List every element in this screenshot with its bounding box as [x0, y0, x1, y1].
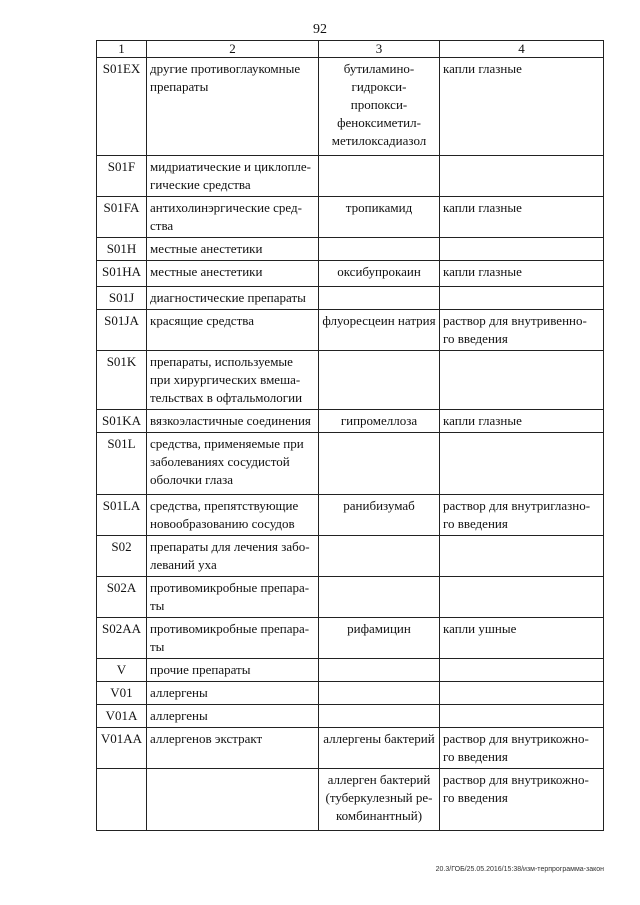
group-name-cell — [147, 197, 319, 238]
dosage-form-cell — [440, 536, 604, 577]
group-name-cell-line: антихолинэргические сред- — [150, 200, 302, 215]
dosage-form-cell — [440, 728, 604, 769]
page-number: 92 — [313, 22, 327, 37]
dosage-form-cell-line: капли ушные — [443, 621, 517, 636]
substance-cell-line: ранибизумаб — [343, 498, 415, 513]
substance-cell — [319, 728, 440, 769]
substance-cell — [319, 156, 440, 197]
header-col-2: 2 — [147, 41, 319, 58]
substance-cell-line: гидрокси- — [351, 79, 407, 94]
atc-code-cell: S01K — [97, 351, 147, 410]
atc-code-cell — [97, 769, 147, 831]
dosage-form-cell-line: го введения — [443, 749, 508, 764]
dosage-form-cell-line: капли глазные — [443, 200, 522, 215]
dosage-form-cell — [440, 410, 604, 433]
header-col-4: 4 — [440, 41, 604, 58]
substance-cell-line: пропокси- — [350, 97, 408, 112]
group-name-cell — [147, 58, 319, 156]
group-name-cell — [147, 618, 319, 659]
substance-cell — [319, 577, 440, 618]
dosage-form-cell — [440, 618, 604, 659]
substance-cell — [319, 261, 440, 287]
group-name-cell — [147, 410, 319, 433]
group-name-cell-line: при хирургических вмеша- — [150, 372, 301, 387]
substance-cell — [319, 310, 440, 351]
atc-code-cell: S02A — [97, 577, 147, 618]
group-name-cell-line: леваний уха — [150, 557, 217, 572]
substance-cell — [319, 197, 440, 238]
group-name-cell — [147, 577, 319, 618]
group-name-cell — [147, 682, 319, 705]
group-name-cell-line: противомикробные препара- — [150, 580, 310, 595]
table-row — [97, 351, 604, 410]
dosage-form-cell — [440, 261, 604, 287]
group-name-cell — [147, 728, 319, 769]
table-row — [97, 728, 604, 769]
group-name-cell — [147, 536, 319, 577]
group-name-cell-line: тельствах в офтальмологии — [150, 390, 303, 405]
table-row — [97, 433, 604, 495]
dosage-form-cell — [440, 705, 604, 728]
dosage-form-cell-line: раствор для внутриглазно- — [443, 498, 591, 513]
group-name-cell — [147, 705, 319, 728]
dosage-form-cell — [440, 577, 604, 618]
atc-code-cell: S01J — [97, 287, 147, 310]
dosage-form-cell — [440, 156, 604, 197]
dosage-form-cell — [440, 495, 604, 536]
table-row — [97, 577, 604, 618]
substance-cell — [319, 433, 440, 495]
group-name-cell — [147, 659, 319, 682]
dosage-form-cell-line: капли глазные — [443, 413, 522, 428]
atc-code-cell: V01A — [97, 705, 147, 728]
group-name-cell-line: ты — [150, 639, 165, 654]
atc-code-cell: V01AA — [97, 728, 147, 769]
drug-table-body — [97, 41, 604, 831]
substance-cell-line: гипромеллоза — [340, 413, 418, 428]
dosage-form-cell — [440, 197, 604, 238]
substance-cell-line: рифамицин — [347, 621, 411, 636]
substance-cell — [319, 682, 440, 705]
group-name-cell-line: заболеваниях сосудистой — [150, 454, 290, 469]
group-name-cell-line: гические средства — [150, 177, 251, 192]
group-name-cell-line: мидриатические и циклопле- — [150, 159, 311, 174]
substance-cell-line: комбинантный) — [335, 808, 423, 823]
substance-cell — [319, 238, 440, 261]
substance-cell — [319, 287, 440, 310]
atc-code-cell: S01KA — [97, 410, 147, 433]
table-row — [97, 197, 604, 238]
group-name-cell-line: ты — [150, 598, 165, 613]
table-row — [97, 238, 604, 261]
dosage-form-cell-line: капли глазные — [443, 61, 522, 76]
substance-cell — [319, 351, 440, 410]
substance-cell — [319, 659, 440, 682]
substance-cell-line: бутиламино- — [343, 61, 415, 76]
dosage-form-cell — [440, 310, 604, 351]
group-name-cell-line: средства, применяемые при — [150, 436, 304, 451]
substance-cell-line: тропикамид — [345, 200, 413, 215]
dosage-form-cell — [440, 682, 604, 705]
table-row — [97, 261, 604, 287]
group-name-cell-line: препараты — [150, 79, 209, 94]
atc-code-cell: S01EX — [97, 58, 147, 156]
dosage-form-cell-line: го введения — [443, 331, 508, 346]
table-row — [97, 156, 604, 197]
atc-code-cell: S01JA — [97, 310, 147, 351]
dosage-form-cell-line: го введения — [443, 516, 508, 531]
group-name-cell-line: аллергены — [150, 685, 208, 700]
group-name-cell-line: другие противоглаукомные — [150, 61, 301, 76]
group-name-cell-line: средства, препятствующие — [150, 498, 299, 513]
group-name-cell-line: местные анестетики — [150, 264, 263, 279]
group-name-cell — [147, 433, 319, 495]
atc-code-cell: S01LA — [97, 495, 147, 536]
atc-code-cell: S01F — [97, 156, 147, 197]
group-name-cell — [147, 769, 319, 831]
atc-code-cell: S01HA — [97, 261, 147, 287]
atc-code-cell: S01L — [97, 433, 147, 495]
table-row — [97, 410, 604, 433]
group-name-cell-line: диагностические препараты — [150, 290, 306, 305]
group-name-cell — [147, 156, 319, 197]
dosage-form-cell-line: раствор для внутрикожно- — [443, 731, 589, 746]
substance-cell — [319, 410, 440, 433]
table-row — [97, 287, 604, 310]
group-name-cell-line: препараты, используемые — [150, 354, 293, 369]
dosage-form-cell — [440, 433, 604, 495]
group-name-cell-line: оболочки глаза — [150, 472, 233, 487]
group-name-cell — [147, 310, 319, 351]
table-row — [97, 769, 604, 831]
substance-cell-line: феноксиметил- — [337, 115, 421, 130]
group-name-cell-line: аллергенов экстракт — [150, 731, 263, 746]
atc-code-cell: S02 — [97, 536, 147, 577]
table-row — [97, 682, 604, 705]
document-footer: 20.3/ГОБ/25.05.2016/15:38/изм-терпрограмма-закон — [435, 866, 604, 873]
header-col-3: 3 — [319, 41, 440, 58]
group-name-cell-line: аллергены — [150, 708, 208, 723]
atc-code-cell: S01H — [97, 238, 147, 261]
substance-cell — [319, 495, 440, 536]
table-row — [97, 536, 604, 577]
substance-cell-line: аллерген бактерий — [327, 772, 431, 787]
group-name-cell-line: новообразованию сосудов — [150, 516, 295, 531]
substance-cell — [319, 618, 440, 659]
dosage-form-cell — [440, 659, 604, 682]
table-row — [97, 310, 604, 351]
dosage-form-cell — [440, 58, 604, 156]
group-name-cell-line: красящие средства — [150, 313, 254, 328]
group-name-cell-line: местные анестетики — [150, 241, 263, 256]
group-name-cell-line: прочие препараты — [150, 662, 251, 677]
dosage-form-cell — [440, 351, 604, 410]
table-row — [97, 659, 604, 682]
group-name-cell — [147, 261, 319, 287]
dosage-form-cell-line: капли глазные — [443, 264, 522, 279]
substance-cell-line: флуоресцеин натрия — [322, 313, 436, 328]
atc-code-cell: V — [97, 659, 147, 682]
table-row — [97, 58, 604, 156]
substance-cell — [319, 705, 440, 728]
substance-cell-line: метилоксадиазол — [331, 133, 427, 148]
dosage-form-cell-line: раствор для внутрикожно- — [443, 772, 589, 787]
table-row — [97, 705, 604, 728]
group-name-cell-line: препараты для лечения забо- — [150, 539, 310, 554]
table-row — [97, 495, 604, 536]
group-name-cell-line: ства — [150, 218, 174, 233]
atc-code-cell: S02AA — [97, 618, 147, 659]
substance-cell — [319, 769, 440, 831]
substance-cell — [319, 58, 440, 156]
atc-code-cell: S01FA — [97, 197, 147, 238]
dosage-form-cell — [440, 769, 604, 831]
atc-code-cell: V01 — [97, 682, 147, 705]
dosage-form-cell — [440, 238, 604, 261]
group-name-cell-line: вязкоэластичные соединения — [150, 413, 311, 428]
substance-cell-line: аллергены бактерий — [323, 731, 435, 746]
group-name-cell — [147, 351, 319, 410]
group-name-cell-line: противомикробные препара- — [150, 621, 310, 636]
group-name-cell — [147, 238, 319, 261]
group-name-cell — [147, 287, 319, 310]
table-row — [97, 618, 604, 659]
header-col-1: 1 — [97, 41, 147, 58]
substance-cell — [319, 536, 440, 577]
header-row — [97, 41, 604, 58]
dosage-form-cell-line: го введения — [443, 790, 508, 805]
substance-cell-line: оксибупрокаин — [337, 264, 421, 279]
drug-table — [96, 40, 604, 831]
dosage-form-cell — [440, 287, 604, 310]
substance-cell-line: (туберкулезный ре- — [325, 790, 433, 805]
group-name-cell — [147, 495, 319, 536]
dosage-form-cell-line: раствор для внутривенно- — [443, 313, 587, 328]
